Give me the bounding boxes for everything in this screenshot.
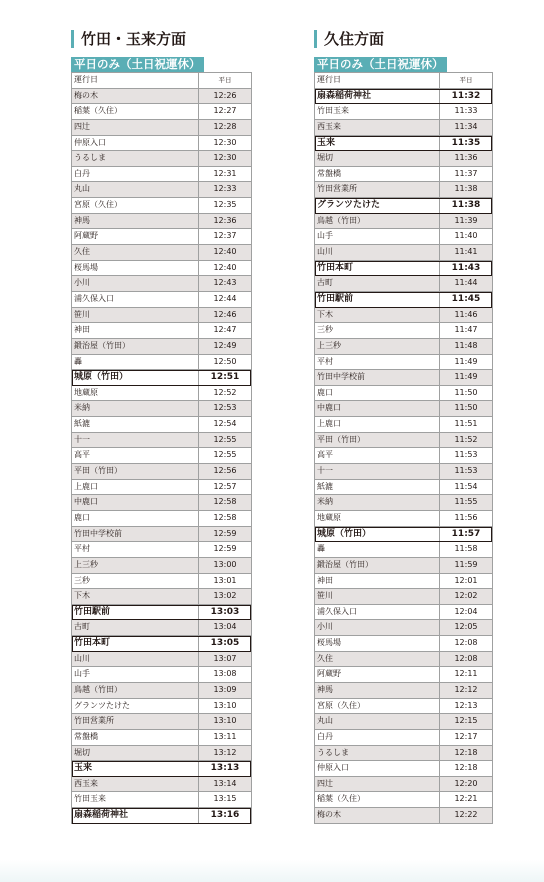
table-row	[72, 339, 251, 355]
departure-time: 12:40	[213, 262, 237, 272]
stop-name: 米納	[72, 401, 199, 416]
table-row	[315, 355, 492, 371]
departure-time: 12:58	[213, 512, 237, 522]
table-row	[72, 480, 251, 496]
departure-time: 11:48	[454, 340, 478, 350]
departure-time: 12:27	[213, 106, 237, 116]
header-time: 平日	[218, 76, 232, 84]
departure-time: 13:10	[213, 700, 237, 710]
departure-time: 13:14	[213, 778, 237, 788]
stop-name: 久住	[315, 652, 440, 667]
stop-name: 笹川	[315, 589, 440, 604]
major-stop-row	[72, 808, 251, 824]
table-row	[72, 714, 251, 730]
major-stop-row	[315, 136, 492, 152]
weekday-banner: 平日のみ（土日祝運休）	[71, 57, 204, 72]
table-row	[315, 370, 492, 386]
departure-time: 12:17	[454, 731, 478, 741]
stop-name: 常盤橋	[72, 730, 199, 745]
stop-name: 城原（竹田）	[315, 527, 440, 542]
table-row	[315, 433, 492, 449]
timetable	[71, 72, 252, 824]
departure-time: 12:20	[454, 778, 478, 788]
table-row	[315, 276, 492, 292]
stop-name: 宮原（久住）	[72, 198, 199, 213]
departure-time: 13:07	[213, 653, 237, 663]
departure-time: 12:15	[454, 716, 478, 726]
table-row	[315, 699, 492, 715]
departure-time: 13:01	[213, 575, 237, 585]
table-row	[315, 542, 492, 558]
stop-name: 古町	[315, 276, 440, 291]
table-row	[72, 417, 251, 433]
table-row	[72, 433, 251, 449]
table-row	[315, 792, 492, 808]
departure-time: 11:53	[454, 450, 478, 460]
departure-time: 12:37	[213, 231, 237, 241]
stop-name: 竹田玉来	[72, 792, 199, 807]
departure-time: 11:52	[454, 434, 478, 444]
stop-name: 白丹	[315, 730, 440, 745]
stop-name: 竹田中学校前	[315, 370, 440, 385]
table-row	[315, 480, 492, 496]
table-row	[315, 620, 492, 636]
stop-name: 仲原入口	[72, 136, 199, 151]
departure-time: 12:12	[454, 684, 478, 694]
stop-name: 鳥越（竹田）	[72, 683, 199, 698]
stop-name: 丸山	[315, 714, 440, 729]
stop-name: 笹川	[72, 308, 199, 323]
departure-time: 12:08	[454, 638, 478, 648]
table-row	[315, 667, 492, 683]
departure-time: 11:54	[454, 481, 478, 491]
departure-time: 11:38	[454, 184, 478, 194]
departure-time: 12:46	[213, 309, 237, 319]
table-row	[315, 245, 492, 261]
stop-name: 白丹	[72, 167, 199, 182]
stop-name: 城原（竹田）	[72, 370, 199, 385]
stop-name: 上三秒	[315, 339, 440, 354]
departure-time: 12:26	[213, 90, 237, 100]
table-row	[72, 89, 251, 105]
stop-name: 紙漉	[315, 480, 440, 495]
table-row	[72, 699, 251, 715]
departure-time: 12:35	[213, 200, 237, 210]
stop-name: 四辻	[315, 777, 440, 792]
stop-name: 中鹿口	[72, 495, 199, 510]
major-stop-row	[72, 636, 251, 652]
stop-name: 上鹿口	[72, 480, 199, 495]
stop-name: 上三秒	[72, 558, 199, 573]
stop-name: 神田	[315, 574, 440, 589]
table-row	[315, 636, 492, 652]
stop-name: 稲葉（久住）	[72, 104, 199, 119]
table-row	[315, 511, 492, 527]
departure-time: 12:21	[454, 794, 478, 804]
stop-name: 阿蔵野	[72, 229, 199, 244]
departure-time: 12:54	[213, 419, 237, 429]
departure-time: 11:33	[454, 106, 478, 116]
departure-time: 11:45	[451, 293, 481, 304]
table-row	[315, 120, 492, 136]
stop-name: 梅の木	[315, 808, 440, 823]
departure-time: 12:08	[454, 653, 478, 663]
table-row	[72, 620, 251, 636]
departure-time: 12:13	[454, 700, 478, 710]
departure-time: 11:57	[451, 528, 481, 539]
departure-time: 11:50	[454, 403, 478, 413]
major-stop-row	[315, 198, 492, 214]
departure-time: 12:30	[213, 137, 237, 147]
table-row	[72, 683, 251, 699]
section-title: 久住方面	[314, 30, 493, 48]
stop-name: 十一	[72, 433, 199, 448]
table-row	[315, 229, 492, 245]
stop-name: 山手	[315, 229, 440, 244]
stop-name: 竹田営業所	[72, 714, 199, 729]
table-row	[315, 214, 492, 230]
table-row	[72, 527, 251, 543]
departure-time: 13:08	[213, 669, 237, 679]
stop-name: 古町	[72, 620, 199, 635]
stop-name: 常盤橋	[315, 167, 440, 182]
stop-name: 平村	[72, 542, 199, 557]
stop-name: うるしま	[315, 746, 440, 761]
departure-time: 13:00	[213, 559, 237, 569]
departure-time: 12:40	[213, 247, 237, 257]
stop-name: 四辻	[72, 120, 199, 135]
stop-name: 鍛治屋（竹田）	[315, 558, 440, 573]
table-row	[72, 167, 251, 183]
weekday-banner: 平日のみ（土日祝運休）	[314, 57, 447, 72]
stop-name: 轟	[315, 542, 440, 557]
table-row	[72, 308, 251, 324]
timetable-rows	[315, 89, 492, 824]
decorative-footer	[0, 860, 544, 882]
table-row	[72, 104, 251, 120]
departure-time: 12:55	[213, 434, 237, 444]
stop-name: 平田（竹田）	[72, 464, 199, 479]
table-row	[72, 261, 251, 277]
table-row	[315, 558, 492, 574]
table-row	[72, 574, 251, 590]
stop-name: 鹿口	[315, 386, 440, 401]
departure-time: 13:13	[210, 763, 240, 774]
table-row	[315, 683, 492, 699]
table-row	[72, 542, 251, 558]
table-row	[315, 339, 492, 355]
departure-time: 12:11	[454, 669, 478, 679]
timetable	[314, 72, 493, 824]
departure-time: 12:57	[213, 481, 237, 491]
table-row	[315, 401, 492, 417]
table-row	[72, 464, 251, 480]
table-row	[72, 558, 251, 574]
stop-name: 地蔵原	[72, 386, 199, 401]
departure-time: 12:36	[213, 215, 237, 225]
major-stop-row	[315, 261, 492, 277]
departure-time: 11:56	[454, 512, 478, 522]
table-row	[72, 386, 251, 402]
departure-time: 13:05	[210, 638, 240, 649]
departure-time: 12:22	[454, 810, 478, 820]
table-row	[315, 652, 492, 668]
stop-name: 竹田営業所	[315, 182, 440, 197]
table-row	[315, 151, 492, 167]
stop-name: 丸山	[72, 182, 199, 197]
departure-time: 12:53	[213, 403, 237, 413]
table-row	[72, 401, 251, 417]
stop-name: うるしま	[72, 151, 199, 166]
stop-name: 堀切	[315, 151, 440, 166]
stop-name: 三秒	[315, 323, 440, 338]
header-stop: 運行日	[72, 73, 199, 88]
table-header	[72, 73, 251, 89]
header-stop: 運行日	[315, 73, 440, 88]
table-row	[72, 323, 251, 339]
table-row	[315, 777, 492, 793]
stop-name: 米納	[315, 495, 440, 510]
table-row	[72, 495, 251, 511]
table-row	[72, 667, 251, 683]
stop-name: 三秒	[72, 574, 199, 589]
departure-time: 13:03	[210, 606, 240, 617]
departure-time: 12:59	[213, 544, 237, 554]
stop-name: 扇森稲荷神社	[72, 808, 199, 823]
timetable-kuju	[314, 30, 493, 824]
table-header	[315, 73, 492, 89]
stop-name: 小川	[315, 620, 440, 635]
departure-time: 12:01	[454, 575, 478, 585]
table-row	[315, 448, 492, 464]
table-row	[315, 808, 492, 824]
departure-time: 12:56	[213, 466, 237, 476]
departure-time: 13:10	[213, 716, 237, 726]
table-row	[72, 245, 251, 261]
departure-time: 12:47	[213, 325, 237, 335]
stop-name: 竹田中学校前	[72, 527, 199, 542]
table-row	[315, 495, 492, 511]
departure-time: 11:40	[454, 231, 478, 241]
departure-time: 12:33	[213, 184, 237, 194]
departure-time: 13:15	[213, 794, 237, 804]
departure-time: 12:55	[213, 450, 237, 460]
departure-time: 13:02	[213, 591, 237, 601]
stop-name: 梅の木	[72, 89, 199, 104]
stop-name: 鹿口	[72, 511, 199, 526]
stop-name: 竹田本町	[315, 261, 440, 276]
stop-name: 久住	[72, 245, 199, 260]
table-row	[315, 730, 492, 746]
header-time: 平日	[459, 76, 473, 84]
table-row	[72, 292, 251, 308]
departure-time: 12:51	[210, 372, 240, 383]
major-stop-row	[72, 370, 251, 386]
departure-time: 13:09	[213, 684, 237, 694]
table-row	[72, 136, 251, 152]
table-row	[72, 151, 251, 167]
departure-time: 12:59	[213, 528, 237, 538]
table-row	[72, 355, 251, 371]
table-row	[315, 714, 492, 730]
stop-name: 阿蔵野	[315, 667, 440, 682]
stop-name: 山川	[72, 652, 199, 667]
table-row	[72, 120, 251, 136]
table-row	[315, 167, 492, 183]
departure-time: 12:30	[213, 153, 237, 163]
stop-name: 下木	[72, 589, 199, 604]
stop-name: 浦久保入口	[315, 605, 440, 620]
table-row	[315, 464, 492, 480]
major-stop-row	[72, 605, 251, 621]
stop-name: 鳥越（竹田）	[315, 214, 440, 229]
departure-time: 11:50	[454, 387, 478, 397]
stop-name: 山手	[72, 667, 199, 682]
stop-name: 轟	[72, 355, 199, 370]
stop-name: 西玉来	[315, 120, 440, 135]
timetable-rows	[72, 89, 251, 824]
table-row	[315, 746, 492, 762]
table-row	[315, 323, 492, 339]
stop-name: 西玉来	[72, 777, 199, 792]
stop-name: 竹田玉来	[315, 104, 440, 119]
departure-time: 11:34	[454, 121, 478, 131]
departure-time: 11:58	[454, 544, 478, 554]
departure-time: 11:46	[454, 309, 478, 319]
departure-time: 11:43	[451, 262, 481, 273]
departure-time: 12:50	[213, 356, 237, 366]
stop-name: 十一	[315, 464, 440, 479]
stop-name: 浦久保入口	[72, 292, 199, 307]
departure-time: 11:41	[454, 247, 478, 257]
stop-name: 鍛治屋（竹田）	[72, 339, 199, 354]
stop-name: 竹田本町	[72, 636, 199, 651]
departure-time: 11:32	[451, 90, 481, 101]
stop-name: 山川	[315, 245, 440, 260]
stop-name: 平村	[315, 355, 440, 370]
stop-name: 神馬	[72, 214, 199, 229]
stop-name: 上鹿口	[315, 417, 440, 432]
departure-time: 11:39	[454, 215, 478, 225]
departure-time: 12:58	[213, 497, 237, 507]
departure-time: 13:04	[213, 622, 237, 632]
departure-time: 12:52	[213, 387, 237, 397]
stop-name: 桜馬場	[72, 261, 199, 276]
table-row	[315, 574, 492, 590]
table-row	[315, 589, 492, 605]
table-row	[72, 198, 251, 214]
table-row	[315, 104, 492, 120]
departure-time: 11:49	[454, 372, 478, 382]
table-row	[315, 761, 492, 777]
departure-time: 12:49	[213, 340, 237, 350]
stop-name: 紙漉	[72, 417, 199, 432]
stop-name: 竹田駅前	[315, 292, 440, 307]
departure-time: 11:44	[454, 278, 478, 288]
departure-time: 12:04	[454, 606, 478, 616]
stop-name: グランツたけた	[72, 699, 199, 714]
departure-time: 11:35	[451, 137, 481, 148]
table-row	[72, 777, 251, 793]
stop-name: 高平	[72, 448, 199, 463]
table-row	[72, 792, 251, 808]
table-row	[315, 182, 492, 198]
table-row	[72, 589, 251, 605]
departure-time: 11:55	[454, 497, 478, 507]
stop-name: 竹田駅前	[72, 605, 199, 620]
stop-name: 玉来	[72, 761, 199, 776]
departure-time: 12:44	[213, 293, 237, 303]
stop-name: 堀切	[72, 746, 199, 761]
stop-name: 平田（竹田）	[315, 433, 440, 448]
departure-time: 11:47	[454, 325, 478, 335]
table-row	[72, 448, 251, 464]
table-row	[72, 746, 251, 762]
table-row	[72, 214, 251, 230]
table-row	[72, 276, 251, 292]
table-row	[72, 652, 251, 668]
stop-name: 扇森稲荷神社	[315, 89, 440, 104]
major-stop-row	[315, 89, 492, 105]
departure-time: 11:53	[454, 466, 478, 476]
table-row	[72, 182, 251, 198]
departure-time: 11:36	[454, 153, 478, 163]
stop-name: 仲原入口	[315, 761, 440, 776]
table-row	[72, 229, 251, 245]
departure-time: 11:37	[454, 168, 478, 178]
stop-name: 稲葉（久住）	[315, 792, 440, 807]
departure-time: 11:49	[454, 356, 478, 366]
stop-name: 桜馬場	[315, 636, 440, 651]
departure-time: 13:12	[213, 747, 237, 757]
departure-time: 12:43	[213, 278, 237, 288]
departure-time: 12:28	[213, 121, 237, 131]
major-stop-row	[315, 527, 492, 543]
stop-name: 高平	[315, 448, 440, 463]
table-row	[315, 386, 492, 402]
stop-name: 神田	[72, 323, 199, 338]
table-row	[315, 605, 492, 621]
table-row	[315, 417, 492, 433]
table-row	[72, 730, 251, 746]
stop-name: グランツたけた	[315, 198, 440, 213]
stop-name: 小川	[72, 276, 199, 291]
departure-time: 12:18	[454, 747, 478, 757]
departure-time: 13:16	[210, 810, 240, 821]
departure-time: 12:05	[454, 622, 478, 632]
departure-time: 11:38	[451, 200, 481, 211]
stop-name: 宮原（久住）	[315, 699, 440, 714]
stop-name: 玉来	[315, 136, 440, 151]
departure-time: 13:11	[213, 731, 237, 741]
departure-time: 12:18	[454, 763, 478, 773]
stop-name: 地蔵原	[315, 511, 440, 526]
table-row	[72, 511, 251, 527]
departure-time: 12:31	[213, 168, 237, 178]
stop-name: 中鹿口	[315, 401, 440, 416]
major-stop-row	[72, 761, 251, 777]
departure-time: 11:51	[454, 419, 478, 429]
table-row	[315, 308, 492, 324]
departure-time: 11:59	[454, 559, 478, 569]
major-stop-row	[315, 292, 492, 308]
departure-time: 12:02	[454, 591, 478, 601]
timetable-takeda-tamarai	[71, 30, 252, 824]
stop-name: 神馬	[315, 683, 440, 698]
stop-name: 下木	[315, 308, 440, 323]
section-title: 竹田・玉来方面	[71, 30, 252, 48]
